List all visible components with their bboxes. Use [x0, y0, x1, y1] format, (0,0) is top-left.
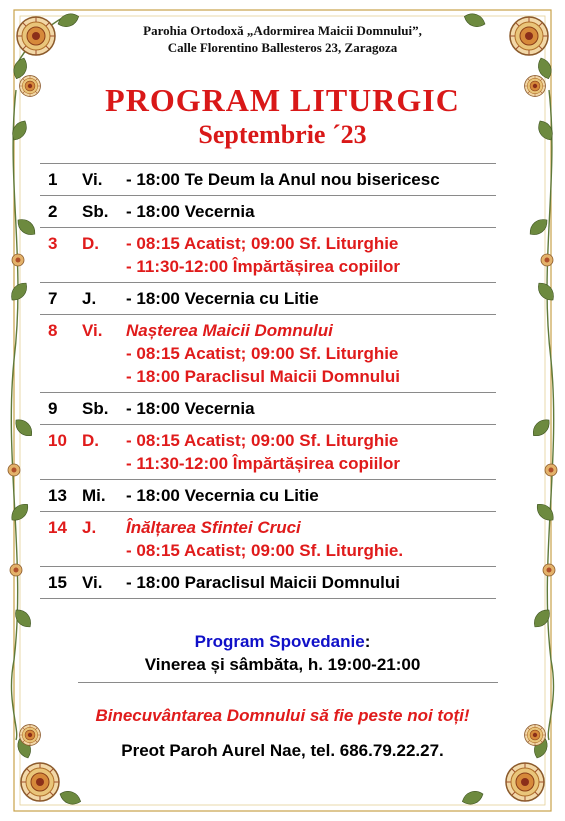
divider	[78, 682, 498, 683]
feast-name: Înălțarea Sfintei Cruci	[126, 518, 301, 537]
confession-title-text: Program Spovedanie	[194, 632, 365, 651]
service-line: - 18:00 Vecernia	[126, 202, 255, 221]
row-date: 8	[40, 315, 82, 393]
row-date: 14	[40, 512, 82, 567]
row-weekday: Sb.	[82, 196, 126, 228]
service-line: - 18:00 Te Deum la Anul nou bisericesc	[126, 170, 440, 189]
row-weekday: Vi.	[82, 315, 126, 393]
schedule-row	[40, 480, 496, 512]
row-date: 3	[40, 228, 82, 283]
parish-name: Parohia Ortodoxă „Adormirea Maicii Domnului”,	[143, 23, 422, 38]
service-line: - 08:15 Acatist; 09:00 Sf. Liturghie.	[126, 541, 404, 560]
parish-header	[0, 22, 565, 56]
confession-time: Vinerea și sâmbăta, h. 19:00-21:00	[144, 655, 421, 674]
priest-contact: Preot Paroh Aurel Nae, tel. 686.79.22.27.	[121, 741, 444, 760]
row-weekday: Vi.	[82, 567, 126, 599]
row-services	[126, 228, 496, 283]
schedule-table	[40, 163, 496, 599]
service-line: - 11:30-12:00 Împărtășirea copiilor	[126, 454, 401, 473]
page-title: PROGRAM LITURGIC	[105, 82, 460, 118]
row-services	[126, 480, 496, 512]
blessing-text: Binecuvântarea Domnului să fie peste noi toți!	[95, 706, 470, 725]
schedule-row	[40, 567, 496, 599]
row-weekday: D.	[82, 425, 126, 480]
row-services	[126, 315, 496, 393]
row-services	[126, 567, 496, 599]
service-line: - 08:15 Acatist; 09:00 Sf. Liturghie	[126, 431, 399, 450]
schedule-row	[40, 283, 496, 315]
schedule-row	[40, 512, 496, 567]
row-services	[126, 164, 496, 196]
row-weekday: D.	[82, 228, 126, 283]
row-date: 1	[40, 164, 82, 196]
row-weekday: Mi.	[82, 480, 126, 512]
row-weekday: Sb.	[82, 393, 126, 425]
service-line: - 08:15 Acatist; 09:00 Sf. Liturghie	[126, 344, 399, 363]
row-date: 13	[40, 480, 82, 512]
schedule-row	[40, 196, 496, 228]
service-line: - 18:00 Vecernia cu Litie	[126, 289, 319, 308]
row-weekday: J.	[82, 283, 126, 315]
schedule-row	[40, 393, 496, 425]
confession-title	[0, 632, 565, 652]
row-services	[126, 512, 496, 567]
row-weekday: Vi.	[82, 164, 126, 196]
row-date: 15	[40, 567, 82, 599]
row-services	[126, 393, 496, 425]
row-services	[126, 283, 496, 315]
service-line: - 11:30-12:00 Împărtășirea copiilor	[126, 257, 401, 276]
confession-colon: :	[364, 632, 371, 651]
row-date: 9	[40, 393, 82, 425]
service-line: - 18:00 Paraclisul Maicii Domnului	[126, 573, 400, 592]
feast-name: Nașterea Maicii Domnului	[126, 321, 333, 340]
schedule-row	[40, 164, 496, 196]
row-date: 2	[40, 196, 82, 228]
schedule-row	[40, 315, 496, 393]
row-date: 7	[40, 283, 82, 315]
row-services	[126, 425, 496, 480]
schedule-row	[40, 228, 496, 283]
service-line: - 18:00 Vecernia cu Litie	[126, 486, 319, 505]
row-date: 10	[40, 425, 82, 480]
service-line: - 18:00 Vecernia	[126, 399, 255, 418]
schedule-row	[40, 425, 496, 480]
parish-address: Calle Florentino Ballesteros 23, Zaragoza	[167, 40, 398, 55]
page-subtitle: Septembrie ´23	[198, 120, 367, 149]
row-weekday: J.	[82, 512, 126, 567]
service-line: - 08:15 Acatist; 09:00 Sf. Liturghie	[126, 234, 399, 253]
row-services	[126, 196, 496, 228]
service-line: - 18:00 Paraclisul Maicii Domnului	[126, 367, 400, 386]
